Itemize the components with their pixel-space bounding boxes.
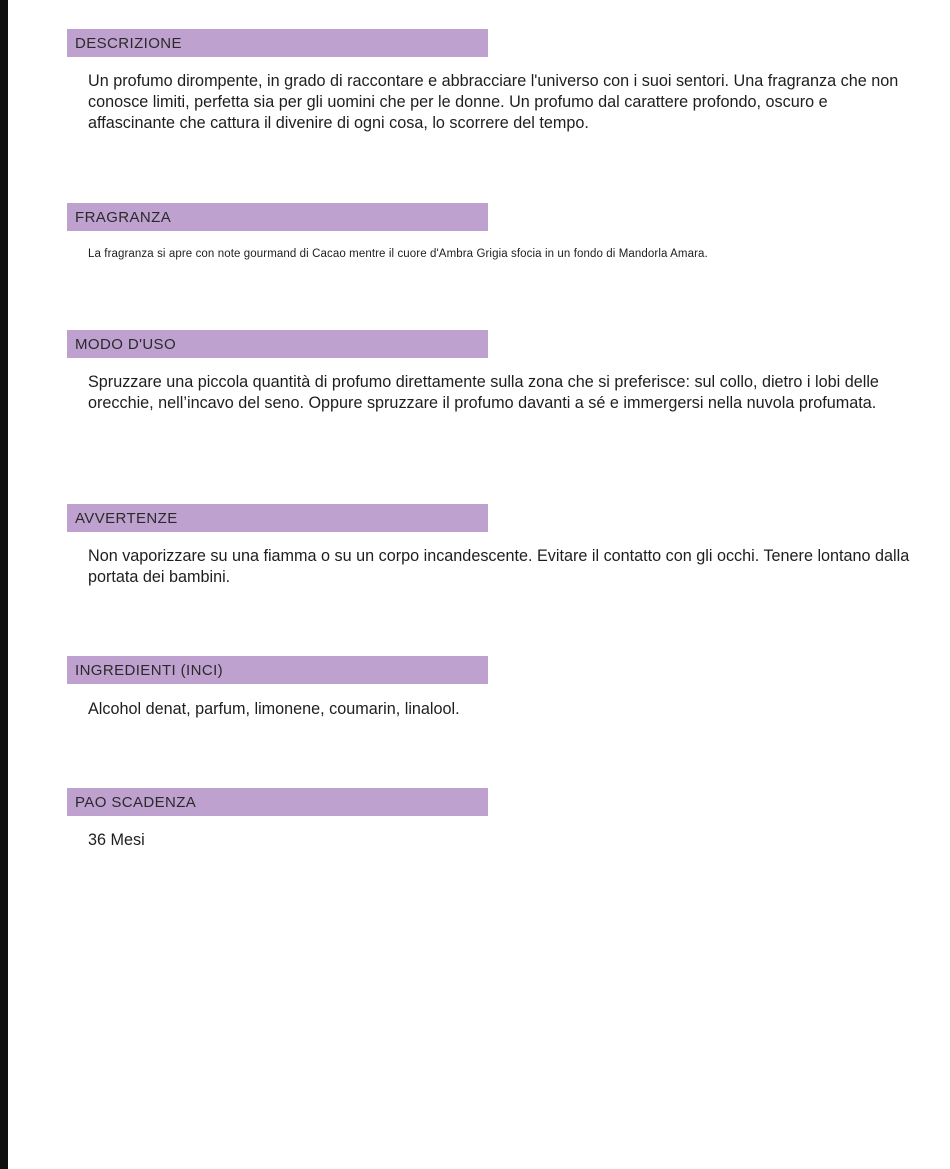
section-text-pao-scadenza: 36 Mesi: [88, 831, 145, 849]
section-text-descrizione: Un profumo dirompente, in grado di raccontare e abbracciare l'universo con i suoi sentori. Una fragranza che non conosce limiti, perfetta sia per gli uomini che per le donne. Un profumo dal carattere profondo, oscuro e affascinante che cattura il divenire di ogni cosa, lo scorrere del tempo.: [88, 72, 899, 132]
section-text-fragranza: La fragranza si apre con note gourmand di Cacao mentre il cuore d'Ambra Grigia sfocia in un fondo di Mandorla Amara.: [88, 248, 708, 260]
section-text-avvertenze: Non vaporizzare su una fiamma o su un corpo incandescente. Evitare il contatto con gli occhi. Tenere lontano dalla portata dei bambini.: [88, 547, 910, 586]
section-header-descrizione: DESCRIZIONE: [67, 29, 488, 57]
section-header-modo-uso: MODO D'USO: [67, 330, 488, 358]
left-edge-border: [0, 0, 8, 1169]
section-header-ingredienti: INGREDIENTI (INCI): [67, 656, 488, 684]
section-header-pao-scadenza: PAO SCADENZA: [67, 788, 488, 816]
section-header-avvertenze: AVVERTENZE: [67, 504, 488, 532]
section-header-fragranza: FRAGRANZA: [67, 203, 488, 231]
section-text-modo-uso: Spruzzare una piccola quantità di profumo direttamente sulla zona che si preferisce: sul collo, dietro i lobi delle orecchie, nell’incavo del seno. Oppure spruzzare il profumo davanti a sé e immergersi nella nuvola profumata.: [88, 373, 879, 412]
section-text-ingredienti: Alcohol denat, parfum, limonene, coumarin, linalool.: [88, 700, 460, 718]
